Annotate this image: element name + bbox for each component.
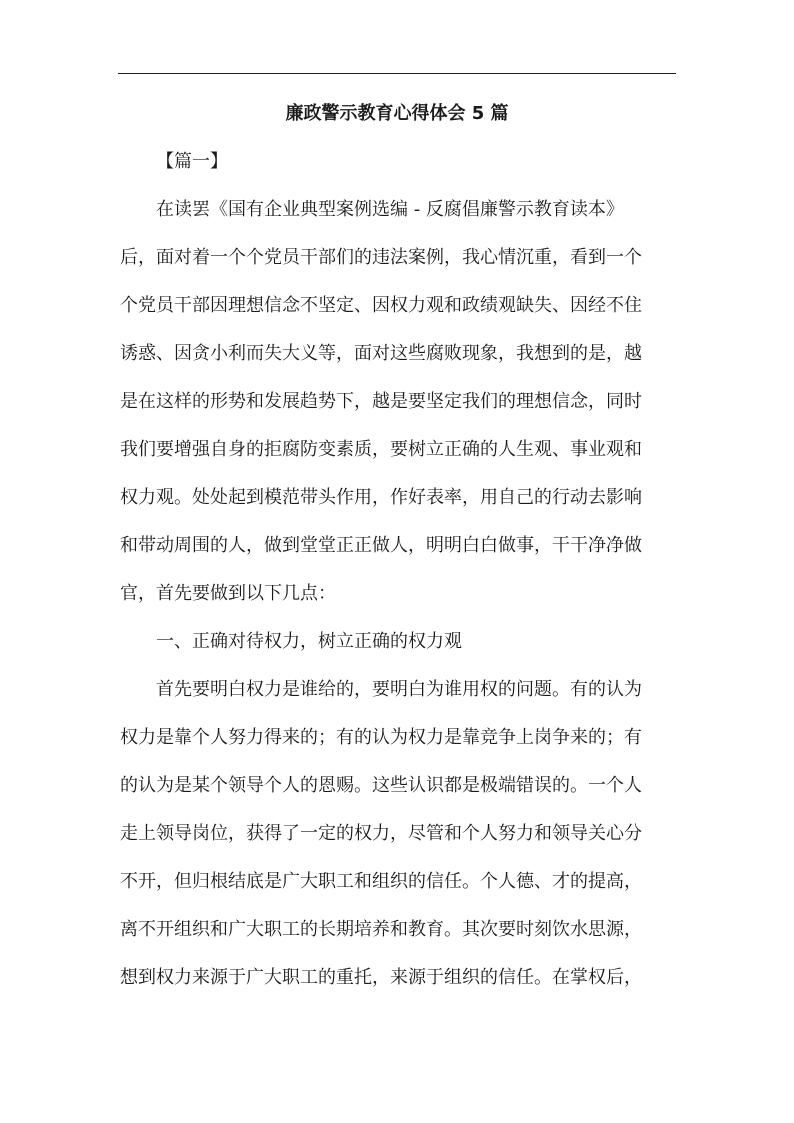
paragraph-line: 个党员干部因理想信念不坚定、因权力观和政绩观缺失、因经不住 <box>120 295 642 316</box>
header-rule <box>118 73 676 74</box>
paragraph-line: 首先要明白权力是谁给的，要明白为谁用权的问题。有的认为 <box>156 679 642 700</box>
paragraph-line: 离不开组织和广大职工的长期培养和教育。其次要时刻饮水思源， <box>120 919 642 940</box>
paragraph-line: 和带动周围的人，做到堂堂正正做人，明明白白做事，干干净净做 <box>120 535 642 556</box>
paragraph-line: 的认为是某个领导个人的恩赐。这些认识都是极端错误的。一个人 <box>120 775 642 796</box>
paragraph-line: 后，面对着一个个党员干部们的违法案例，我心情沉重，看到一个 <box>120 247 642 268</box>
paragraph-line: 想到权力来源于广大职工的重托，来源于组织的信任。在掌权后， <box>120 967 642 988</box>
section-heading: 一、正确对待权力，树立正确的权力观 <box>156 631 462 652</box>
paragraph-line: 走上领导岗位，获得了一定的权力，尽管和个人努力和领导关心分 <box>120 823 642 844</box>
paragraph-line: 是在这样的形势和发展趋势下，越是要坚定我们的理想信念，同时 <box>120 391 642 412</box>
paragraph-line: 我们要增强自身的拒腐防变素质，要树立正确的人生观、事业观和 <box>120 439 642 460</box>
paragraph-line: 官，首先要做到以下几点： <box>120 583 336 604</box>
section-label: 【篇一】 <box>156 151 228 172</box>
paragraph-line: 权力观。处处起到模范带头作用，作好表率，用自己的行动去影响 <box>120 487 642 508</box>
paragraph-line: 诱惑、因贪小利而失大义等，面对这些腐败现象，我想到的是，越 <box>120 343 642 364</box>
paragraph-line: 在读罢《国有企业典型案例选编 - 反腐倡廉警示教育读本》 <box>156 199 624 220</box>
paragraph-line: 权力是靠个人努力得来的；有的认为权力是靠竞争上岗争来的；有 <box>120 727 642 748</box>
document-title: 廉政警示教育心得体会 5 篇 <box>285 103 509 124</box>
paragraph-line: 不开，但归根结底是广大职工和组织的信任。个人德、才的提高， <box>120 871 642 892</box>
